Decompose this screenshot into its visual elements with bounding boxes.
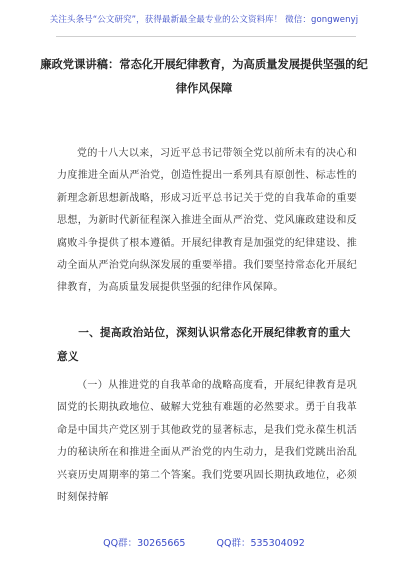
section-heading-1: 一、提高政治站位，深刻认识常态化开展纪律教育的重大意义 [57, 327, 351, 363]
footer-qq-group-2: QQ群：535304092 [216, 538, 305, 549]
footer-contacts [0, 535, 408, 549]
header-divider [56, 36, 356, 37]
paragraph-intro: 党的十八大以来，习近平总书记带领全党以前所未有的决心和力度推进全面从严治党，创造性提出一系列具有原创性、标志性的新理念新思想新战略，形成习近平总书记关于党的自我革命的重要思想，为新时代新征程深入推进全面从严治党、党风廉政建设和反腐败斗争提供了根本遵循。开展纪律教育是加强党的纪律建设、推动全面从严治党向纵深发展的重要举措。我们要坚持常态化开展纪律教育，为高质量发展提供坚强的纪律作风保障。 [57, 148, 357, 294]
document-title: 廉政党课讲稿：常态化开展纪律教育，为高质量发展提供坚强的纪律作风保障 [40, 57, 368, 95]
footer-qq-group-1: QQ群：30265665 [103, 538, 186, 549]
paragraph-section-1-1: （一）从推进党的自我革命的战略高度看，开展纪律教育是巩固党的长期执政地位、破解大党独有难题的必然要求。勇于自我革命是中国共产党区别于其他政党的显著标志，是我们党永葆生机活力的秘诀所在和推进全面从严治党的内生动力，是我们党跳出治乱兴衰历史周期率的第二个答案。我们党要巩固长期执政地位，必须时刻保持解 [57, 380, 357, 504]
header-promo-note: 关注头条号“公文研究”，获得最新最全最专业的公文资料库！ 微信：gongwenyj [49, 15, 359, 25]
